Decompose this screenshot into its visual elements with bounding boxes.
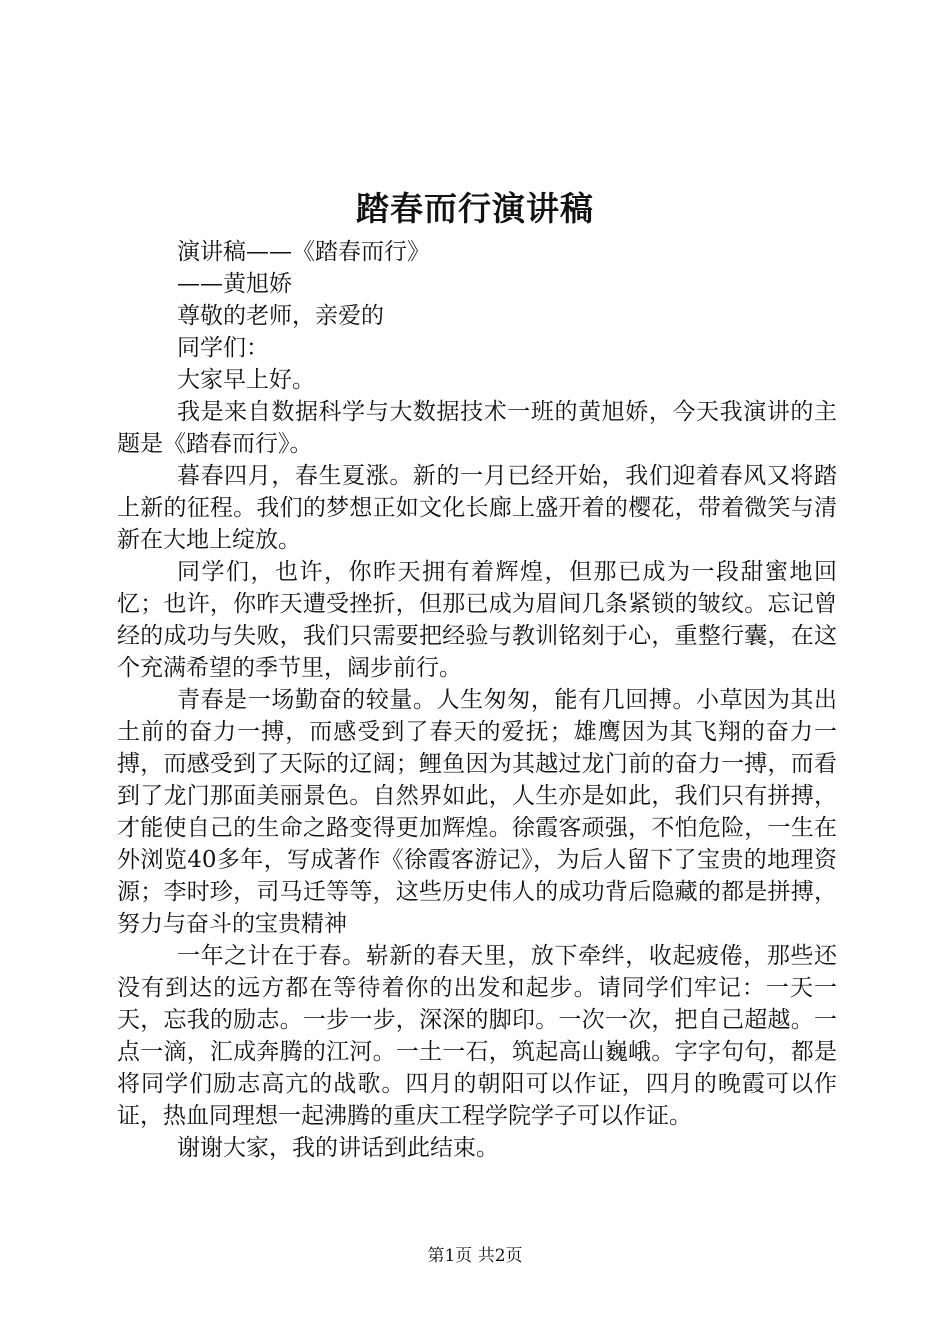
subtitle-line: 演讲稿——《踏春而行》 — [177, 239, 430, 265]
paragraph: 一年之计在于春。崭新的春天里，放下牵绊，收起疲倦，那些还没有到达的远方都在等待着你的出发和起步。请同学们牢记：一天一天，忘我的励志。一步一步，深深的脚印。一次一次，把自己超越。一点一滴，汇成奔腾的江河。一土一石，筑起高山巍峨。字字句句，都是将同学们励志高亢的战歌。四月的朝阳可以作证，四月的晚霞可以作证，热血同理想一起沸腾的重庆工程学院学子可以作证。 — [117, 943, 837, 1129]
paragraph: 青春是一场勤奋的较量。人生匆匆，能有几回搏。小草因为其出土前的奋力一搏，而感受到了春天的爱抚；雄鹰因为其飞翔的奋力一搏，而感受到了天际的辽阔；鲤鱼因为其越过龙门前的奋力一搏，而看到了龙门那面美丽景色。自然界如此，人生亦是如此，我们只有拼搏，才能使自己的生命之路变得更加辉煌。徐霞客顽强，不怕危险，一生在外浏览40多年，写成著作《徐霞客游记》，为后人留下了宝贵的地理资源；李时珍，司马迁等等，这些历史伟人的成功背后隐藏的都是拼搏，努力与奋斗的宝贵精神 — [117, 687, 837, 937]
salutation-line: 尊敬的老师，亲爱的 — [177, 303, 384, 329]
page-footer: 第1页 共2页 — [427, 1246, 523, 1266]
paragraph: 同学们，也许，你昨天拥有着辉煌，但那已成为一段甜蜜地回忆；也许，你昨天遭受挫折，但那已成为眉间几条紧锁的皱纹。忘记曾经的成功与失败，我们只需要把经验与教训铭刻于心，重整行囊，在这个充满希望的季节里，阔步前行。 — [117, 559, 837, 681]
paragraph: 暮春四月，春生夏涨。新的一月已经开始，我们迎着春风又将踏上新的征程。我们的梦想正如文化长廊上盛开着的樱花，带着微笑与清新在大地上绽放。 — [117, 463, 837, 553]
closing-paragraph: 谢谢大家，我的讲话到此结束。 — [177, 1135, 499, 1161]
salutation-line-continued: 同学们： — [177, 335, 269, 361]
greeting-line: 大家早上好。 — [177, 367, 315, 393]
document-body — [117, 236, 837, 1164]
document-title: 踏春而行演讲稿 — [356, 189, 594, 228]
paragraph: 我是来自数据科学与大数据技术一班的黄旭娇，今天我演讲的主题是《踏春而行》。 — [117, 399, 837, 457]
author-line: ——黄旭娇 — [177, 271, 292, 297]
